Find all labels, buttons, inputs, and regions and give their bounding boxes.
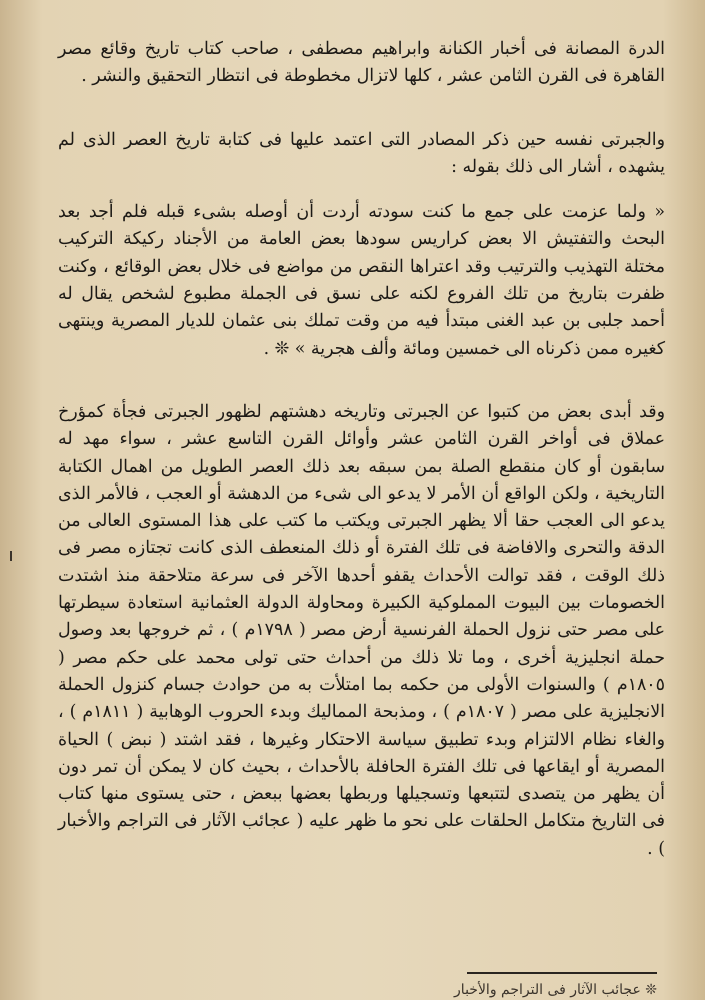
paragraph-1: الدرة المصانة فى أخبار الكنانة وابراهيم مصطفى ، صاحب كتاب تاريخ وقائع مصر القاهرة فى القرن الثامن عشر ، كلها لاتزال مخطوطة فى انتظار التحقيق والنشر .: [58, 39, 665, 87]
quotation-paragraph: « ولما عزمت على جمع ما كنت سودته أردت أن أوصله بشىء قبله فلم أجد بعد البحث والتفتيش الا بعض كراريس سودها بعض العامة من الأجناد ركيكة التركيب مختلة التهذيب والترتيب وقد اعتراها النقص من مواضع فى خلال بعض الوقائع ، وكنت ظفرت بتاريخ من تلك الفروع لكنه على نسق فى الجملة مطبوع لشخص يقال له أحمد جلبى بن عبد الغنى مبتدأ فيه من وقت تملك بنى عثمان للديار المصرية وينتهى كغيره ممن ذكرناه الى خمسين ومائة وألف هجرية » ❊ .: [58, 202, 665, 359]
paragraph-4: وقد أبدى بعض من كتبوا عن الجبرتى وتاريخه دهشتهم لظهور الجبرتى فجأة كمؤرخ عملاق فى أواخر القرن الثامن عشر وأوائل القرن التاسع عشر ، سواء مهد له سابقون أو كان منقطع الصلة بمن سبقه بعد ذلك العصر الطويل من اهمال الكتابة التاريخية ، ولكن الواقع أن الأمر لا يدعو الى شىء من الدهشة أو العجب ، فالأمر الذى يدعو الى العجب حقا ألا يظهر الجبرتى ويكتب ما كتب على هذا المستوى العالى من الدقة والتحرى والافاضة فى تلك الفترة أو ذلك المنعطف الذى كانت تجتازه مصر فى ذلك الوقت ، فقد توالت الأحداث يقفو أحدها الآخر فى سرعة متلاحقة منذ اشتدت الخصومات بين البيوت المملوكية الكبيرة ومحاولة الدولة العثمانية استعادة سيطرتها على مصر حتى نزول الحملة الفرنسية أرض مصر ( ١٧٩٨م ) ، ثم خروجها بعد وصول حملة انجليزية أخرى ، وما تلا ذلك من أحداث حتى تولى محمد على حكم مصر ( ١٨٠٥م ) والسنوات الأولى من حكمه بما امتلأت به من حوادث جسام كنزول الحملة الانجليزية على مصر ( ١٨٠٧م ) ، ومذبحة المماليك وبدء الحروب الوهابية ( ١٨١١م ) ، والغاء نظام الالتزام وبدء تطبيق سياسة الاحتكار وغيرها ، فقد اشتد ( نبض ) الحياة المصرية أو ايقاعها فى تلك الفترة الحافلة بالأحداث ، بحيث كان لا يمكن أن تمر دون أن يظهر من يتصدى لتتبعها وتسجيلها وربطها بعضها ببعض ، حتى يستوى منها كتاب فى التاريخ متكامل الحلقات على نحو ما ظهر عليه ( عجائب الآثار فى التراجم والأخبار ) .: [58, 401, 665, 859]
margin-mark: [10, 551, 12, 561]
footnote-text: ❊ عجائب الآثار فى التراجم والأخبار: [454, 982, 657, 998]
body-text: [58, 36, 665, 863]
footnote-separator: [467, 972, 657, 974]
paragraph-2: والجبرتى نفسه حين ذكر المصادر التى اعتمد عليها فى كتابة تاريخ العصر الذى لم يشهده ، أشار الى ذلك بقوله :: [58, 129, 665, 177]
